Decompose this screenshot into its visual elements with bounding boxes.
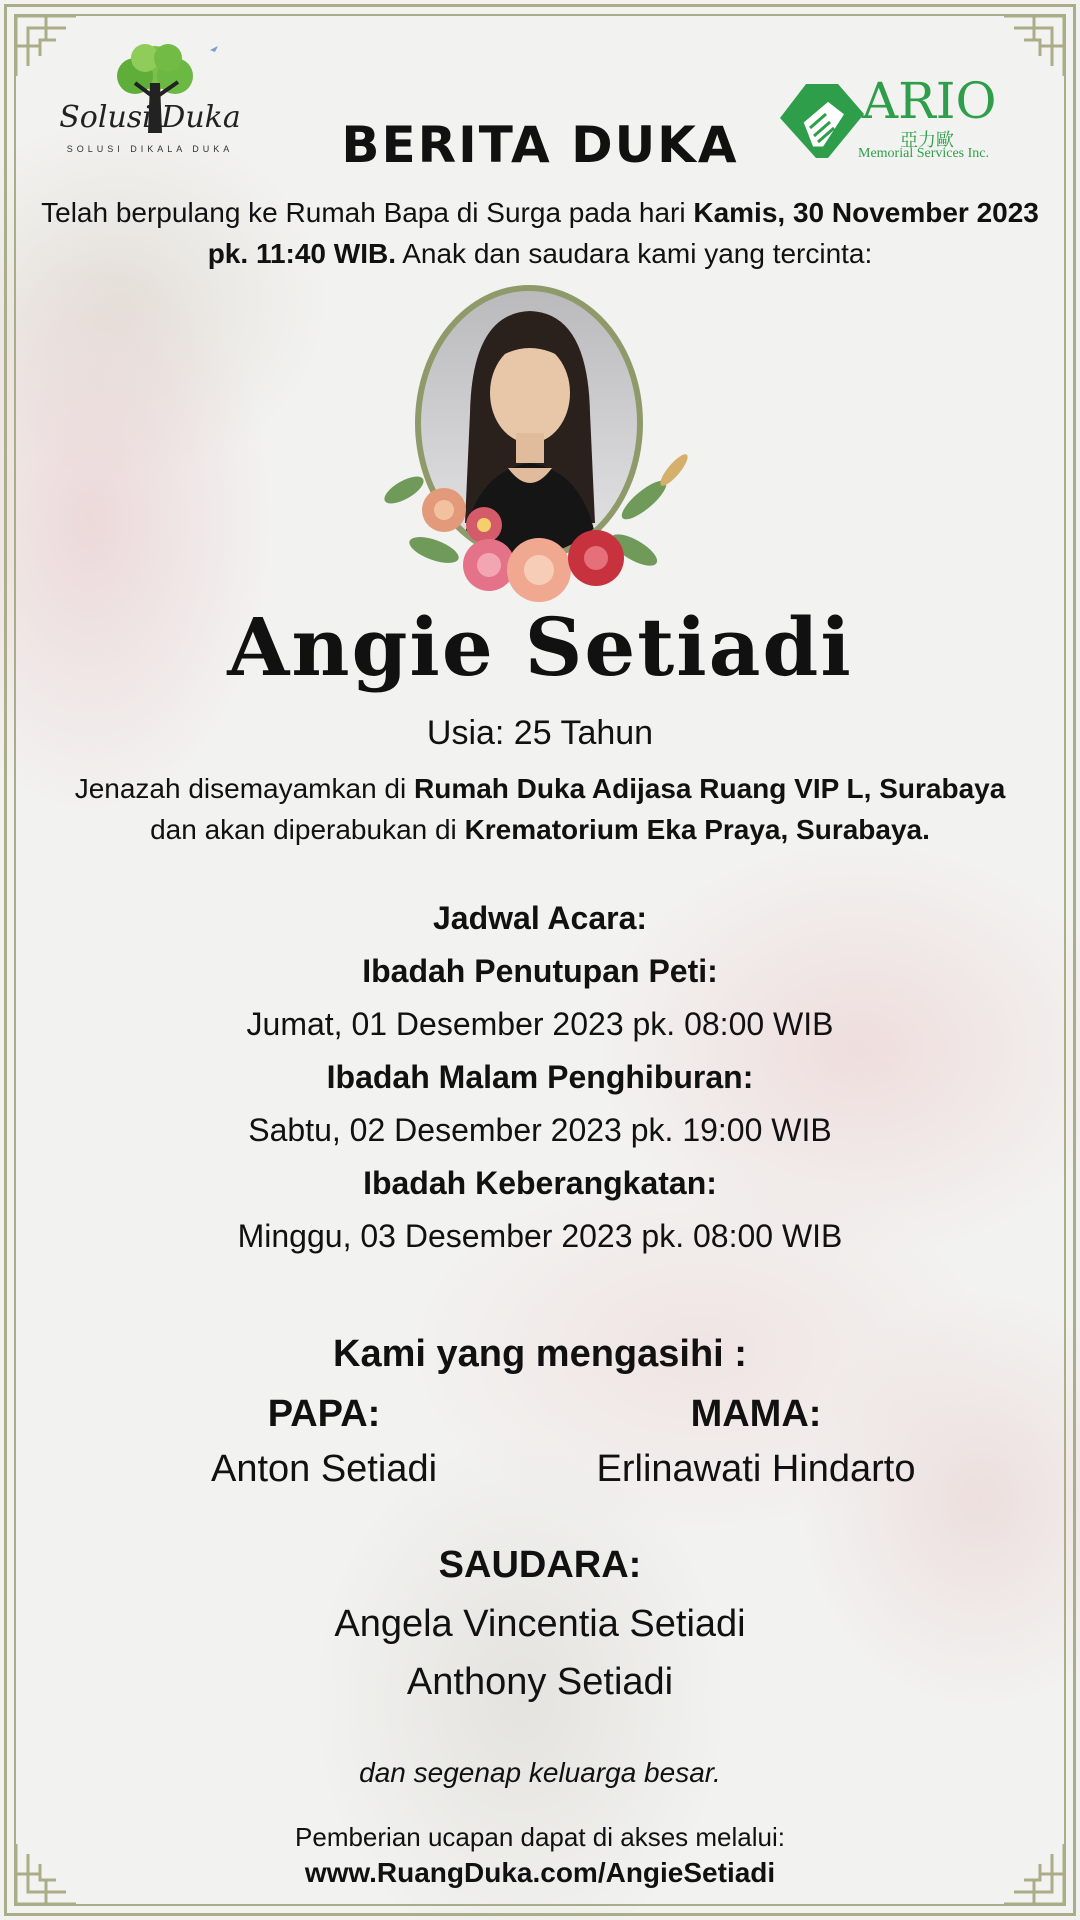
handshake-icon: [776, 78, 868, 164]
event-datetime: Jumat, 01 Desember 2023 pk. 08:00 WIB: [246, 1006, 834, 1042]
memorial-link[interactable]: www.RuangDuka.com/AngieSetiadi: [304, 1857, 776, 1888]
family-title: Kami yang mengasihi :: [333, 1333, 747, 1375]
ario-name: ARIO: [862, 72, 997, 130]
papa-label: PAPA:: [267, 1393, 381, 1435]
flower-decoration: [374, 440, 704, 610]
closing-text: dan segenap keluarga besar.: [359, 1757, 721, 1788]
event-name: Ibadah Penutupan Peti:: [362, 953, 718, 989]
intro-part1: Telah berpulang ke Rumah Bapa di Surga pada hari: [41, 197, 694, 228]
funeral-home: Rumah Duka Adijasa Ruang VIP L, Surabaya: [414, 773, 1006, 804]
footer-text: Pemberian ucapan dapat di akses melalui:: [295, 1822, 785, 1852]
location-part2: dan akan diperabukan di: [150, 813, 465, 845]
death-date: Kamis, 30 November 2023: [693, 197, 1039, 228]
papa-name: Anton Setiadi: [210, 1448, 438, 1490]
death-time: pk. 11:40 WIB.: [207, 237, 396, 269]
deceased-name: Angie Setiadi: [227, 600, 853, 694]
event-datetime: Sabtu, 02 Desember 2023 pk. 19:00 WIB: [248, 1112, 832, 1148]
intro-part2: Anak dan saudara kami yang tercinta:: [396, 237, 873, 269]
crematorium: Krematorium Eka Praya, Surabaya.: [464, 813, 930, 845]
intro-text: [0, 193, 1080, 274]
solusi-duka-tagline: SOLUSI DIKALA DUKA: [66, 144, 234, 154]
ario-chinese: 亞力歐: [900, 130, 954, 150]
ario-logo: [776, 72, 1006, 168]
siblings-label: SAUDARA:: [438, 1544, 642, 1586]
page-title: BERITA DUKA: [341, 116, 739, 174]
ario-subtitle: Memorial Services Inc.: [858, 146, 990, 161]
sibling-name: Angela Vincentia Setiadi: [334, 1603, 746, 1645]
mama-name: Erlinawati Hindarto: [596, 1448, 916, 1490]
event-datetime: Minggu, 03 Desember 2023 pk. 08:00 WIB: [237, 1218, 843, 1254]
solusi-duka-name: Solusi Duka: [59, 100, 241, 135]
schedule-title: Jadwal Acara:: [432, 900, 648, 936]
location-part1: Jenazah disemayamkan di: [74, 773, 414, 804]
sibling-name: Anthony Setiadi: [406, 1661, 674, 1703]
location-text: [0, 769, 1080, 850]
mama-label: MAMA:: [690, 1393, 822, 1435]
solusi-duka-logo: [30, 38, 270, 163]
corner-ornament-top-right: [996, 6, 1074, 84]
event-name: Ibadah Malam Penghiburan:: [326, 1059, 754, 1095]
deceased-age: Usia: 25 Tahun: [426, 714, 654, 752]
event-name: Ibadah Keberangkatan:: [363, 1165, 717, 1201]
